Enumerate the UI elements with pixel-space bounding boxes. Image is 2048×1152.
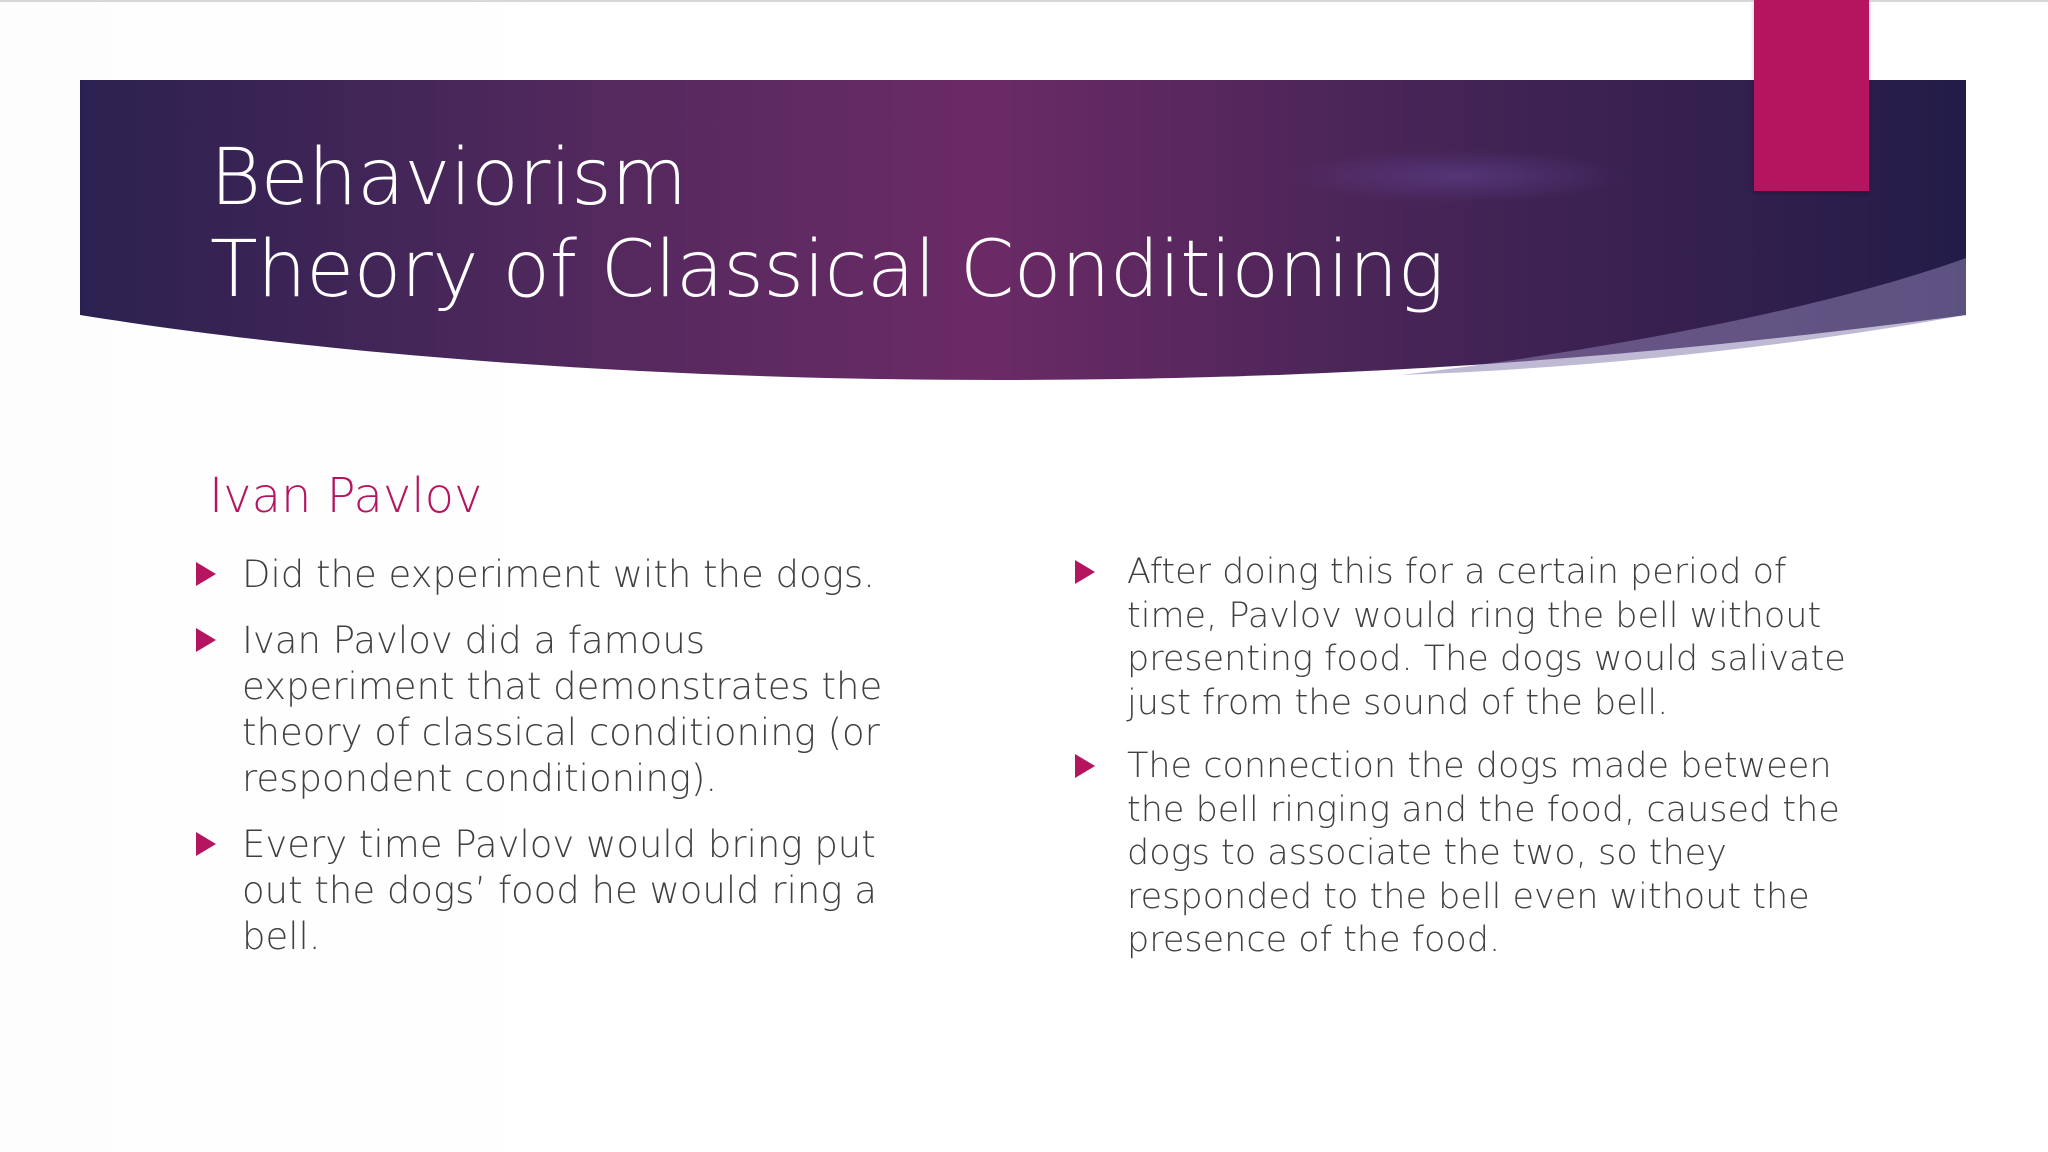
triangle-right-icon [196, 628, 216, 652]
left-column [190, 552, 920, 980]
list-item [1070, 745, 1870, 963]
bullet-text: Did the experiment with the dogs. [242, 553, 875, 596]
bullet-text: Ivan Pavlov did a famous experiment that demonstrates the theory of classical conditioning (or respondent conditioning). [242, 619, 883, 800]
list-item [1070, 551, 1870, 725]
list-item [190, 552, 920, 598]
right-column [1070, 551, 1870, 983]
triangle-right-icon [196, 832, 216, 856]
triangle-right-icon [1075, 560, 1095, 584]
list-item [190, 822, 920, 960]
list-item [190, 618, 920, 802]
triangle-right-icon [196, 562, 216, 586]
section-heading: Ivan Pavlov [209, 468, 483, 524]
slide-title [210, 132, 1710, 316]
bullet-text: After doing this for a certain period of time, Pavlov would ring the bell without presenting food. The dogs would salivate just from the sound of the bell. [1127, 552, 1846, 723]
bullet-text: The connection the dogs made between the bell ringing and the food, caused the dogs to associate the two, so they responded to the bell even without the presence of the food. [1127, 746, 1840, 960]
title-line-2: Theory of Classical Conditioning [210, 225, 1444, 315]
title-line-1: Behaviorism [210, 133, 687, 223]
accent-tab [1754, 0, 1869, 191]
bullet-text: Every time Pavlov would bring put out the dogs’ food he would ring a bell. [242, 823, 877, 958]
triangle-right-icon [1075, 754, 1095, 778]
